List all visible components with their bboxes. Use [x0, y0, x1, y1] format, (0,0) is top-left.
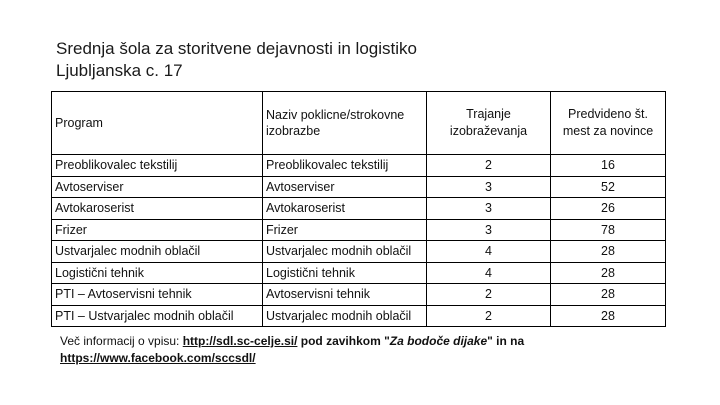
- footer-intro: Več informacij o vpisu:: [60, 334, 183, 348]
- table-row: [52, 262, 666, 284]
- cell-mest: 28: [551, 262, 666, 284]
- page-title: Srednja šola za storitvene dejavnosti in logistiko: [56, 39, 417, 58]
- cell-mest: 16: [551, 155, 666, 177]
- page-subtitle: Ljubljanska c. 17: [56, 61, 183, 80]
- footer-quote: Za bodoče dijake: [389, 334, 488, 348]
- cell-trajanje: 3: [427, 198, 551, 220]
- table-row: [52, 305, 666, 327]
- cell-naziv: Logistični tehnik: [263, 262, 427, 284]
- cell-program: Avtokaroserist: [52, 198, 263, 220]
- cell-program: Logistični tehnik: [52, 262, 263, 284]
- cell-naziv: Avtoserviser: [263, 176, 427, 198]
- facebook-link[interactable]: https://www.facebook.com/sccsdl/: [60, 351, 256, 365]
- cell-naziv: Frizer: [263, 219, 427, 241]
- cell-naziv: Preoblikovalec tekstilij: [263, 155, 427, 177]
- cell-trajanje: 2: [427, 155, 551, 177]
- footer-after-quote: " in na: [487, 334, 525, 348]
- header-naziv: Naziv poklicne/strokovne izobrazbe: [263, 92, 427, 155]
- cell-program: Ustvarjalec modnih oblačil: [52, 241, 263, 263]
- cell-program: PTI – Ustvarjalec modnih oblačil: [52, 305, 263, 327]
- table-row: [52, 284, 666, 306]
- programs-table: [51, 91, 666, 327]
- cell-naziv: Ustvarjalec modnih oblačil: [263, 305, 427, 327]
- cell-naziv: Avtoservisni tehnik: [263, 284, 427, 306]
- table-row: [52, 241, 666, 263]
- cell-mest: 26: [551, 198, 666, 220]
- cell-trajanje: 4: [427, 241, 551, 263]
- footer-info: [60, 333, 524, 367]
- table-row: [52, 198, 666, 220]
- cell-mest: 28: [551, 305, 666, 327]
- school-website-link[interactable]: http://sdl.sc-celje.si/: [182, 334, 298, 348]
- cell-program: PTI – Avtoservisni tehnik: [52, 284, 263, 306]
- header-st-mest: Predvideno št. mest za novince: [551, 92, 666, 155]
- cell-naziv: Avtokaroserist: [263, 198, 427, 220]
- cell-mest: 52: [551, 176, 666, 198]
- cell-naziv: Ustvarjalec modnih oblačil: [263, 241, 427, 263]
- cell-program: Frizer: [52, 219, 263, 241]
- cell-trajanje: 2: [427, 305, 551, 327]
- cell-trajanje: 3: [427, 176, 551, 198]
- cell-program: Avtoserviser: [52, 176, 263, 198]
- cell-mest: 28: [551, 284, 666, 306]
- footer-middle: pod zavihkom ": [297, 334, 390, 348]
- table-row: [52, 219, 666, 241]
- cell-trajanje: 4: [427, 262, 551, 284]
- table-header-row: [52, 92, 666, 155]
- table-row: [52, 155, 666, 177]
- cell-trajanje: 2: [427, 284, 551, 306]
- table-row: [52, 176, 666, 198]
- cell-mest: 78: [551, 219, 666, 241]
- cell-trajanje: 3: [427, 219, 551, 241]
- cell-program: Preoblikovalec tekstilij: [52, 155, 263, 177]
- cell-mest: 28: [551, 241, 666, 263]
- header-trajanje: Trajanje izobraževanja: [427, 92, 551, 155]
- table-body: [52, 155, 666, 327]
- header: [56, 38, 417, 82]
- header-program: Program: [52, 92, 263, 155]
